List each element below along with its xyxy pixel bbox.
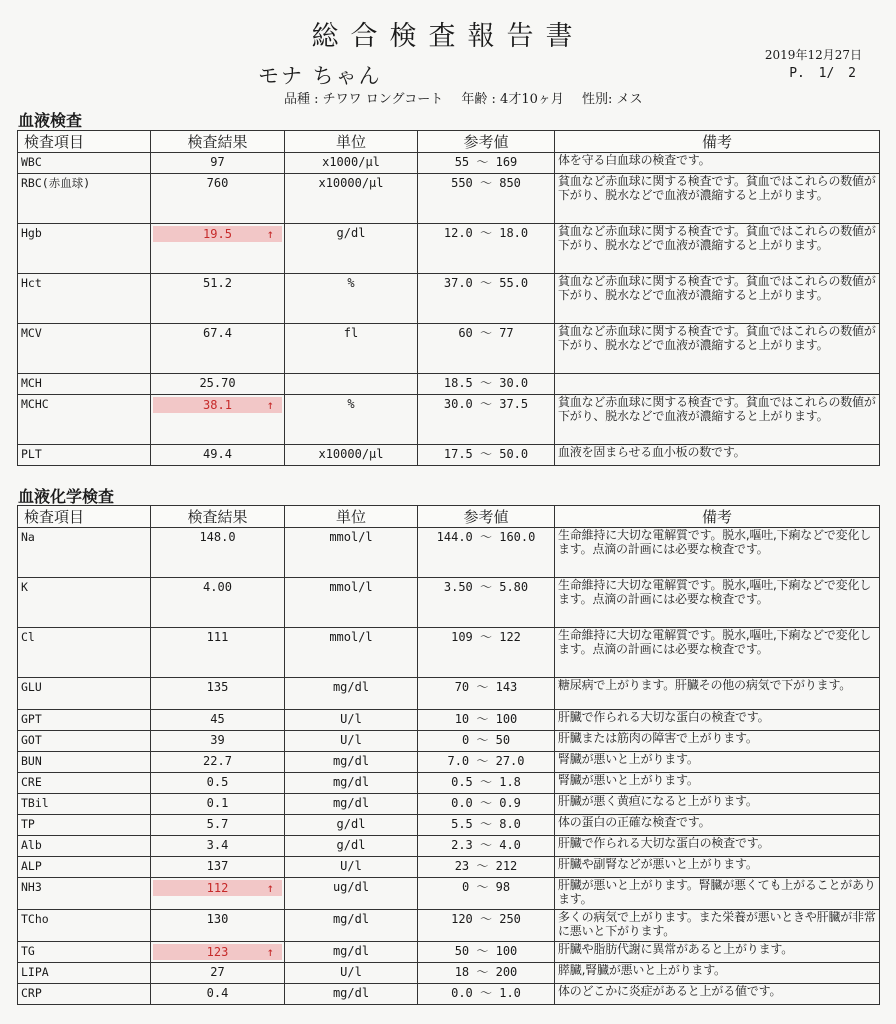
result-value: 112 xyxy=(206,881,229,895)
table-row xyxy=(18,153,880,174)
test-result: 49.4 xyxy=(151,445,285,466)
abnormal-result-highlight xyxy=(153,880,282,896)
test-unit: x1000/μl xyxy=(285,153,418,174)
test-result: 148.0 xyxy=(151,528,285,578)
reference-range: 55 〜 169 xyxy=(418,153,555,174)
reference-range: 550 〜 850 xyxy=(418,174,555,224)
col-item: 検査項目 xyxy=(18,131,151,153)
test-item: WBC xyxy=(18,153,151,174)
test-item: NH3 xyxy=(18,878,151,910)
table-row xyxy=(18,836,880,857)
table-row xyxy=(18,528,880,578)
test-note: 糖尿病で上がります。肝臓その他の病気で下がります。 xyxy=(555,678,880,710)
test-note: 生命維持に大切な電解質です。脱水,嘔吐,下痢などで変化します。点滴の計画には必要な検査です。 xyxy=(555,628,880,678)
test-result: 760 xyxy=(151,174,285,224)
test-result: 111 xyxy=(151,628,285,678)
test-result: 97 xyxy=(151,153,285,174)
test-unit: mg/dl xyxy=(285,773,418,794)
col-ref: 参考値 xyxy=(418,506,555,528)
test-note: 肝臓が悪く黄疸になると上がります。 xyxy=(555,794,880,815)
test-item: CRE xyxy=(18,773,151,794)
test-unit: mmol/l xyxy=(285,578,418,628)
reference-range: 70 〜 143 xyxy=(418,678,555,710)
test-result xyxy=(151,878,285,910)
reference-range: 37.0 〜 55.0 xyxy=(418,274,555,324)
result-value: 19.5 xyxy=(203,227,232,241)
test-note: 貧血など赤血球に関する検査です。貧血ではこれらの数値が下がり、脱水などで血液が濃縮すると上がります。 xyxy=(555,324,880,374)
reference-range: 10 〜 100 xyxy=(418,710,555,731)
table-row xyxy=(18,794,880,815)
reference-range: 144.0 〜 160.0 xyxy=(418,528,555,578)
table-row xyxy=(18,224,880,274)
test-result: 130 xyxy=(151,910,285,942)
table-row xyxy=(18,910,880,942)
test-item: MCHC xyxy=(18,395,151,445)
test-note: 肝臓で作られる大切な蛋白の検査です。 xyxy=(555,710,880,731)
table-row xyxy=(18,773,880,794)
test-item: GPT xyxy=(18,710,151,731)
table-row xyxy=(18,731,880,752)
report-title: 総合検査報告書 xyxy=(311,21,585,52)
table-row xyxy=(18,984,880,1005)
table-row xyxy=(18,710,880,731)
reference-range: 2.3 〜 4.0 xyxy=(418,836,555,857)
reference-range: 0 〜 50 xyxy=(418,731,555,752)
test-unit: mg/dl xyxy=(285,910,418,942)
test-item: Hgb xyxy=(18,224,151,274)
reference-range: 50 〜 100 xyxy=(418,942,555,963)
reference-range: 3.50 〜 5.80 xyxy=(418,578,555,628)
test-unit: U/l xyxy=(285,963,418,984)
test-result: 0.1 xyxy=(151,794,285,815)
test-note: 血液を固まらせる血小板の数です。 xyxy=(555,445,880,466)
test-unit xyxy=(285,374,418,395)
test-item: GOT xyxy=(18,731,151,752)
table-row xyxy=(18,395,880,445)
test-unit: fl xyxy=(285,324,418,374)
test-note: 肝臓や副腎などが悪いと上がります。 xyxy=(555,857,880,878)
test-unit: % xyxy=(285,395,418,445)
reference-range: 18.5 〜 30.0 xyxy=(418,374,555,395)
test-result: 67.4 xyxy=(151,324,285,374)
test-item: Hct xyxy=(18,274,151,324)
reference-range: 120 〜 250 xyxy=(418,910,555,942)
page-number: P. 1/ 2 xyxy=(789,66,856,81)
test-unit: x10000/μl xyxy=(285,445,418,466)
test-item: TG xyxy=(18,942,151,963)
abnormal-result-highlight xyxy=(153,944,282,960)
reference-range: 30.0 〜 37.5 xyxy=(418,395,555,445)
col-item: 検査項目 xyxy=(18,506,151,528)
test-unit: g/dl xyxy=(285,224,418,274)
col-note: 備考 xyxy=(555,506,880,528)
table-row xyxy=(18,857,880,878)
test-result: 22.7 xyxy=(151,752,285,773)
reference-range: 0.5 〜 1.8 xyxy=(418,773,555,794)
reference-range: 60 〜 77 xyxy=(418,324,555,374)
reference-range: 0.0 〜 0.9 xyxy=(418,794,555,815)
reference-range: 7.0 〜 27.0 xyxy=(418,752,555,773)
test-result: 0.5 xyxy=(151,773,285,794)
table-row xyxy=(18,878,880,910)
test-item: TP xyxy=(18,815,151,836)
abnormal-result-highlight xyxy=(153,397,282,413)
test-item: RBC(赤血球) xyxy=(18,174,151,224)
table-row xyxy=(18,174,880,224)
reference-range: 109 〜 122 xyxy=(418,628,555,678)
test-result: 4.00 xyxy=(151,578,285,628)
test-note: 肝臓が悪いと上がります。腎臓が悪くても上がることがあります。 xyxy=(555,878,880,910)
result-value: 38.1 xyxy=(203,398,232,412)
test-unit: mmol/l xyxy=(285,628,418,678)
table-row xyxy=(18,963,880,984)
test-note: 貧血など赤血球に関する検査です。貧血ではこれらの数値が下がり、脱水などで血液が濃縮すると上がります。 xyxy=(555,274,880,324)
col-unit: 単位 xyxy=(285,131,418,153)
test-result xyxy=(151,395,285,445)
table-row xyxy=(18,628,880,678)
blood-section-title: 血液検査 xyxy=(18,111,83,130)
test-unit: % xyxy=(285,274,418,324)
table-row xyxy=(18,274,880,324)
table-row xyxy=(18,374,880,395)
test-unit: mg/dl xyxy=(285,942,418,963)
test-unit: U/l xyxy=(285,710,418,731)
test-note: 肝臓や脂肪代謝に異常があると上がります。 xyxy=(555,942,880,963)
test-unit: mg/dl xyxy=(285,984,418,1005)
test-note: 生命維持に大切な電解質です。脱水,嘔吐,下痢などで変化します。点滴の計画には必要な検査です。 xyxy=(555,528,880,578)
test-note: 肝臓または筋肉の障害で上がります。 xyxy=(555,731,880,752)
high-flag-arrow-icon: ↑ xyxy=(266,398,274,412)
test-item: TBil xyxy=(18,794,151,815)
test-result: 25.70 xyxy=(151,374,285,395)
pet-sex: 性別: メス xyxy=(582,92,643,107)
test-result: 0.4 xyxy=(151,984,285,1005)
high-flag-arrow-icon: ↑ xyxy=(266,945,274,959)
col-unit: 単位 xyxy=(285,506,418,528)
table-header-row xyxy=(18,131,880,153)
reference-range: 17.5 〜 50.0 xyxy=(418,445,555,466)
test-item: Alb xyxy=(18,836,151,857)
test-note: 体を守る白血球の検査です。 xyxy=(555,153,880,174)
test-result: 137 xyxy=(151,857,285,878)
table-row xyxy=(18,815,880,836)
blood-test-table xyxy=(17,130,880,466)
result-value: 123 xyxy=(206,945,229,959)
test-item: GLU xyxy=(18,678,151,710)
chem-section-title: 血液化学検査 xyxy=(18,487,115,506)
test-unit: U/l xyxy=(285,857,418,878)
test-item: TCho xyxy=(18,910,151,942)
table-row xyxy=(18,578,880,628)
test-item: LIPA xyxy=(18,963,151,984)
reference-range: 18 〜 200 xyxy=(418,963,555,984)
table-header-row xyxy=(18,506,880,528)
reference-range: 5.5 〜 8.0 xyxy=(418,815,555,836)
table-row xyxy=(18,752,880,773)
col-note: 備考 xyxy=(555,131,880,153)
pet-name: モナ ちゃん xyxy=(258,64,382,88)
pet-info xyxy=(284,88,657,107)
test-item: Cl xyxy=(18,628,151,678)
test-unit: mg/dl xyxy=(285,678,418,710)
reference-range: 23 〜 212 xyxy=(418,857,555,878)
test-result xyxy=(151,942,285,963)
test-note: 体のどこかに炎症があると上がる値です。 xyxy=(555,984,880,1005)
test-note: 膵臓,腎臓が悪いと上がります。 xyxy=(555,963,880,984)
reference-range: 0.0 〜 1.0 xyxy=(418,984,555,1005)
table-row xyxy=(18,942,880,963)
test-item: K xyxy=(18,578,151,628)
test-note: 腎臓が悪いと上がります。 xyxy=(555,773,880,794)
report-date: 2019年12月27日 xyxy=(764,48,862,62)
test-note: 生命維持に大切な電解質です。脱水,嘔吐,下痢などで変化します。点滴の計画には必要な検査です。 xyxy=(555,578,880,628)
table-row xyxy=(18,678,880,710)
chemistry-test-table xyxy=(17,505,880,1005)
test-item: Na xyxy=(18,528,151,578)
test-note: 体の蛋白の正確な検査です。 xyxy=(555,815,880,836)
test-unit: mmol/l xyxy=(285,528,418,578)
table-row xyxy=(18,445,880,466)
abnormal-result-highlight xyxy=(153,226,282,242)
test-item: CRP xyxy=(18,984,151,1005)
test-result: 51.2 xyxy=(151,274,285,324)
test-item: MCH xyxy=(18,374,151,395)
test-note: 肝臓で作られる大切な蛋白の検査です。 xyxy=(555,836,880,857)
pet-breed: 品種 : チワワ ロングコート xyxy=(284,92,444,107)
col-result: 検査結果 xyxy=(151,506,285,528)
test-result: 39 xyxy=(151,731,285,752)
test-note: 貧血など赤血球に関する検査です。貧血ではこれらの数値が下がり、脱水などで血液が濃縮すると上がります。 xyxy=(555,174,880,224)
test-unit: ug/dl xyxy=(285,878,418,910)
test-note xyxy=(555,374,880,395)
test-item: PLT xyxy=(18,445,151,466)
high-flag-arrow-icon: ↑ xyxy=(266,881,274,895)
test-unit: x10000/μl xyxy=(285,174,418,224)
test-note: 腎臓が悪いと上がります。 xyxy=(555,752,880,773)
pet-age: 年齢 : 4才10ヶ月 xyxy=(461,92,564,107)
test-note: 貧血など赤血球に関する検査です。貧血ではこれらの数値が下がり、脱水などで血液が濃縮すると上がります。 xyxy=(555,395,880,445)
test-result xyxy=(151,224,285,274)
test-item: MCV xyxy=(18,324,151,374)
test-unit: mg/dl xyxy=(285,794,418,815)
test-unit: mg/dl xyxy=(285,752,418,773)
test-unit: g/dl xyxy=(285,815,418,836)
test-unit: U/l xyxy=(285,731,418,752)
reference-range: 0 〜 98 xyxy=(418,878,555,910)
test-result: 3.4 xyxy=(151,836,285,857)
test-note: 貧血など赤血球に関する検査です。貧血ではこれらの数値が下がり、脱水などで血液が濃縮すると上がります。 xyxy=(555,224,880,274)
test-result: 5.7 xyxy=(151,815,285,836)
high-flag-arrow-icon: ↑ xyxy=(266,227,274,241)
col-ref: 参考値 xyxy=(418,131,555,153)
test-result: 45 xyxy=(151,710,285,731)
test-result: 27 xyxy=(151,963,285,984)
reference-range: 12.0 〜 18.0 xyxy=(418,224,555,274)
test-note: 多くの病気で上がります。また栄養が悪いときや肝臓が非常に悪いと下がります。 xyxy=(555,910,880,942)
table-row xyxy=(18,324,880,374)
col-result: 検査結果 xyxy=(151,131,285,153)
test-item: ALP xyxy=(18,857,151,878)
test-result: 135 xyxy=(151,678,285,710)
test-unit: g/dl xyxy=(285,836,418,857)
test-item: BUN xyxy=(18,752,151,773)
